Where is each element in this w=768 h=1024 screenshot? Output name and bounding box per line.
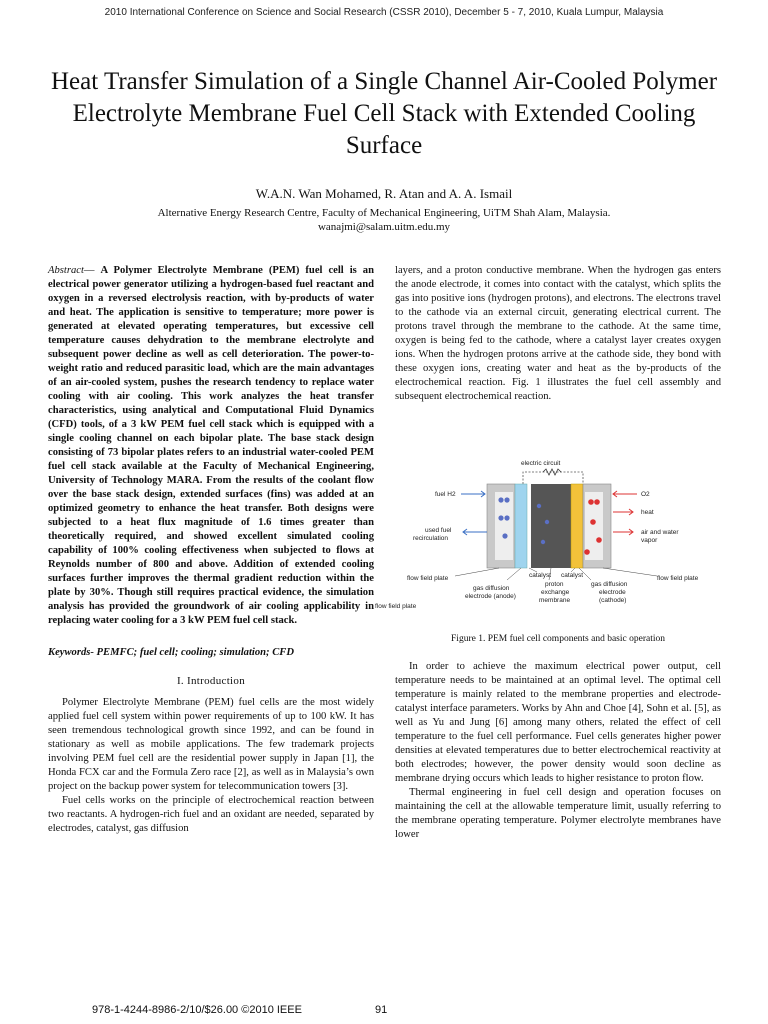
label-pem-1: proton: [545, 581, 564, 588]
label-gdl-anode-2: electrode (anode): [465, 593, 516, 600]
paper-affiliation: [0, 206, 768, 234]
figure-1-caption: Figure 1. PEM fuel cell components and basic operation: [451, 634, 665, 644]
leader-lines: [455, 568, 657, 580]
label-air-water: air and water: [641, 529, 679, 536]
author-email[interactable]: wanajmi@salam.uitm.edu.my: [317, 221, 451, 233]
proton-exchange-membrane: [531, 484, 571, 568]
paper-authors: W.A.N. Wan Mohamed, R. Atan and A. A. Ismail: [255, 186, 513, 201]
heat-arrow-icon: [613, 509, 633, 515]
label-gdl-cathode-1: gas diffusion: [591, 581, 628, 588]
paper-title: Heat Transfer Simulation of a Single Channel Air-Cooled Polymer Electrolyte Membrane Fuel Cell Stack with Extended Cooling Surface: [50, 68, 718, 159]
fuel-cell-diagram: [375, 456, 721, 626]
section-heading-introduction: I. Introduction: [176, 675, 246, 687]
intro-paragraph-1: Polymer Electrolyte Membrane (PEM) fuel cells are the most widely applied fuel cell system within power requirements of up to 100 kW. It has seen tremendous technological growth since 1992, and can be found in stationary as well as mobile applications. The few trademark projects involving PEM fuel cell are the residential power supply in Japan [1], the Honda FCX car and the Formula Zero race [2], as well as in Malaysia’s own project on the backup power system for telecommunication towers [3].: [48, 697, 374, 792]
footer-isbn: 978-1-4244-8986-2/10/$26.00 ©2010 IEEE: [92, 1004, 302, 1016]
label-pem-2: exchange: [541, 589, 570, 596]
intro-paragraph-2: Fuel cells works on the principle of electrochemical reaction between two reactants. A hydrogen-rich fuel and an oxidant are needed, separated by electrodes, catalyst, gas diffusion: [48, 795, 374, 834]
right-paragraph-2: In order to achieve the maximum electrical power output, cell temperature needs to be maintained at an optimal level. The optimal cell temperature is mainly related to the membrane properties and electrode-catalyst interface parameters. Works by Ahn and Choe [4], Sohn et al. [5], as well as Yu and Jung [6] among many others, related the effect of cell temperature to the fuel cell performance. Fuel cells generates higher power densities at elevated temperatures due to better electrochemical reactivity at both electrodes; however, the power density would soon decline as membrane drying occurs which leads to higher resistance to proton flow.: [395, 661, 721, 784]
figure-1: [375, 456, 721, 626]
o2-arrow-icon: [613, 491, 637, 497]
page-number: 91: [375, 1004, 388, 1016]
label-o2: O2: [641, 491, 650, 498]
right-paragraph-1: layers, and a proton conductive membrane. When the hydrogen gas enters the anode electrode, it comes into contact with the catalyst, which splits the gas into positive ions (hydrogen protons), and electrons. The electrons travel to the cathode via an external circuit, generating electrical current. The protons travel through the membrane to the cathode. At the same time, oxygen is being fed to the cathode, where a catalyst layer creates oxygen ions. When the hydrogen protons arrive at the cathode side, they bond with these oxygen ions, creating water and heat as the by-products of the electrochemical reaction. Fig. 1 illustrates the fuel cell assembly and subsequent electrochemical reaction.: [395, 265, 721, 402]
label-catalyst-cathode: catalyst: [561, 572, 584, 579]
label-gdl-cathode-2: electrode: [599, 589, 626, 596]
gas-diffusion-cathode: [571, 484, 583, 568]
abstract-text: A Polymer Electrolyte Membrane (PEM) fuel cell is an electrical power generator utilizing a hydrogen-based fuel reactant and oxygen in a reversed electrolysis reaction, with by-products of water and heat. The application is sensitive to temperature; more power is generated at elevated operating temperatures, but excessive cell temperature causes dehydration to the membrane electrolyte and subsequent power decline as well as cell deterioration. The power-to-weight ratio and reduced parasitic load, which are the main advantages of an air-cooled system, pushes the research tendency to replace water cooling with air cooling. This work analyzes the heat transfer characteristics, using analytical and Computational Fluid Dynamics (CFD) tools, of a 3 kW PEM fuel cell stack which is equipped with a single cooling channel on each bipolar plate. The base stack design consisting of 73 bipolar plates refers to an industrial water-cooled PEM fuel cell stack available at the Faculty of Mechanical Engineering, University of Technology MARA. From the results of the coolant flow over the base stack design, extended surfaces (fins) was added at an optimized geometry to enhance the heat transfer. Both designs were subjected to a heat flux magnitude of 1.6 times greater than theoretically required, and showed excellent simulated cooling capability of 100% cooling effectiveness when subjected to flows at Reynolds number of 800 and above. Addition of extended cooling surfaces further improves the thermal gradient reduction within the plate by 30%. Though still requires practical evidence, the simulation analysis has provided the groundwork of air cooling applicability in replacing water cooling for a 3 kW PEM fuel cell stack.: [48, 265, 374, 626]
label-electric-circuit: electric circuit: [521, 460, 561, 467]
abstract: [48, 264, 374, 628]
fuel-arrow-icon: [461, 491, 485, 497]
right-column: [375, 264, 721, 842]
keywords: Keywords- PEMFC; fuel cell; cooling; simulation; CFD: [48, 647, 295, 658]
label-gdl-anode-1: gas diffusion: [473, 585, 510, 592]
label-pem-3: membrane: [539, 597, 571, 604]
anode-channel: [495, 492, 513, 560]
label-flow-field-plate-bottom: flow field plate: [375, 603, 417, 610]
label-heat: heat: [641, 509, 654, 516]
label-gdl-cathode-3: (cathode): [599, 597, 627, 604]
conference-header: 2010 International Conference on Science and Social Research (CSSR 2010), December 5 - 7, 2010, Kuala Lumpur, Malaysia: [104, 7, 664, 18]
recirculation-arrow-icon: [463, 529, 487, 535]
affiliation-text: Alternative Energy Research Centre, Faculty of Mechanical Engineering, UiTM Shah Alam, Malaysia.: [157, 207, 611, 219]
circuit-wire: [523, 472, 583, 484]
label-fuel-h2: fuel H2: [435, 491, 456, 498]
right-paragraph-3: Thermal engineering in fuel cell design and operation focuses on maintaining the cell at the allowable temperature limit, usually referring to the membrane operating temperature. Polymer electrolyte membranes have lower: [395, 787, 721, 840]
label-flow-field-plate-left: flow field plate: [407, 575, 449, 582]
label-vapor: vapor: [641, 537, 658, 544]
gas-diffusion-anode: [515, 484, 527, 568]
label-flow-field-plate-right: flow field plate: [657, 575, 699, 582]
label-catalyst-anode: catalyst: [529, 572, 552, 579]
abstract-dash: —: [83, 265, 101, 276]
label-recirculation: recirculation: [413, 535, 449, 542]
label-used-fuel: used fuel: [425, 527, 452, 534]
left-column: [48, 264, 374, 836]
water-vapor-arrow-icon: [613, 529, 633, 535]
abstract-label: Abstract: [48, 265, 84, 276]
